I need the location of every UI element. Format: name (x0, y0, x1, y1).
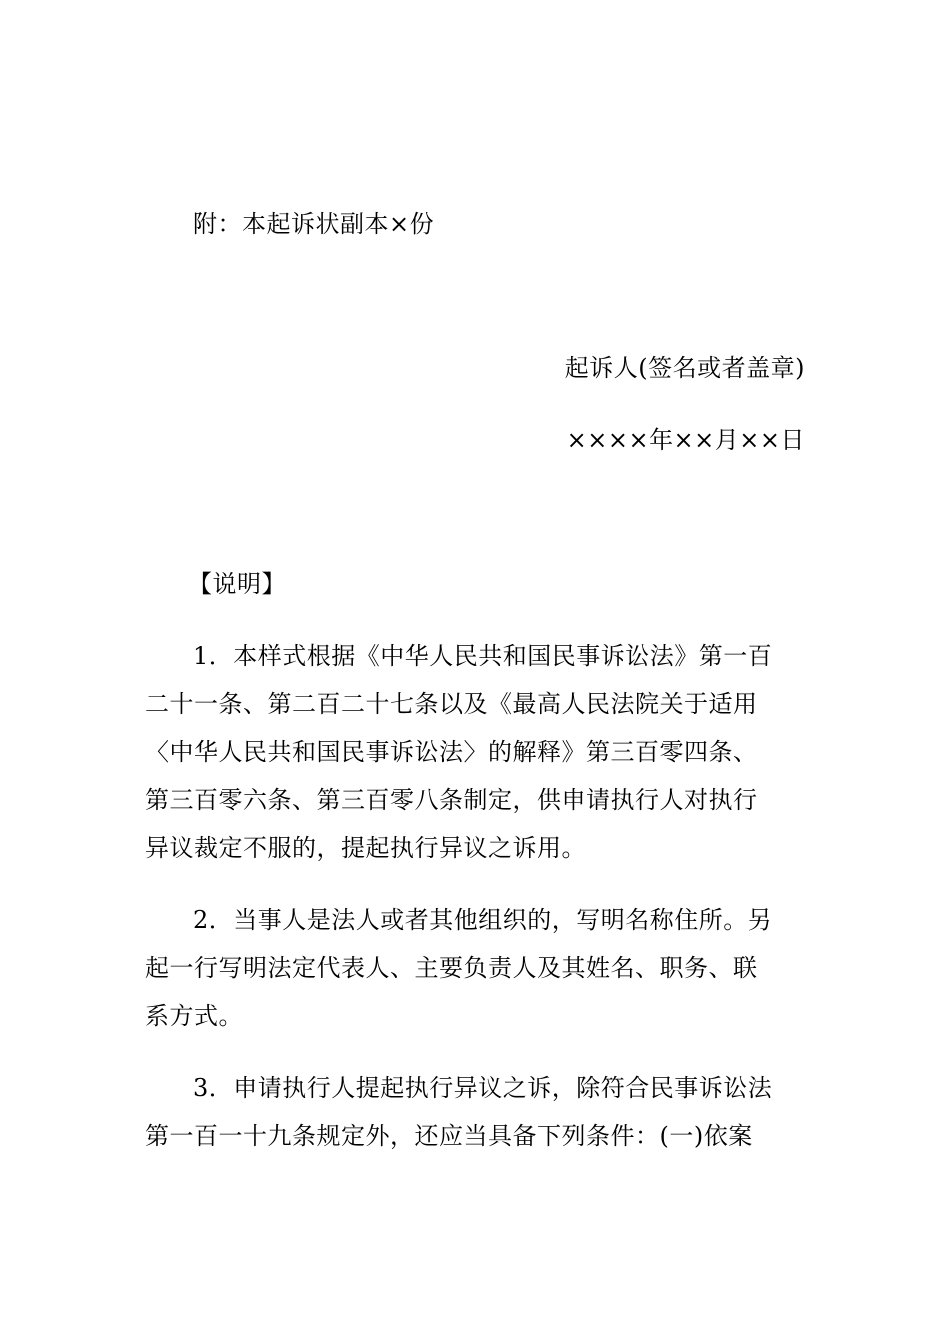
note-line: 第一百一十九条规定外，还应当具备下列条件：(一)依案 (145, 1122, 753, 1150)
note-line: 3．申请执行人提起执行异议之诉，除符合民事诉讼法 (193, 1074, 773, 1102)
note-line: 系方式。 (145, 1002, 243, 1030)
notes-heading: 【说明】 (188, 570, 286, 598)
note-line: 异议裁定不服的，提起执行异议之诉用。 (145, 834, 586, 862)
date-line: ××××年××月××日 (566, 426, 805, 454)
note-line: 〈中华人民共和国民事诉讼法〉的解释》第三百零四条、 (145, 738, 758, 766)
note-line: 1．本样式根据《中华人民共和国民事诉讼法》第一百 (193, 642, 773, 670)
signer-line: 起诉人(签名或者盖章) (564, 354, 805, 382)
note-line: 起一行写明法定代表人、主要负责人及其姓名、职务、联 (145, 954, 758, 982)
note-line: 第三百零六条、第三百零八条制定，供申请执行人对执行 (145, 786, 758, 814)
note-line: 二十一条、第二百二十七条以及《最高人民法院关于适用 (145, 690, 758, 718)
note-line: 2．当事人是法人或者其他组织的，写明名称住所。另 (193, 906, 773, 934)
attachment-line: 附：本起诉状副本×份 (193, 210, 435, 238)
